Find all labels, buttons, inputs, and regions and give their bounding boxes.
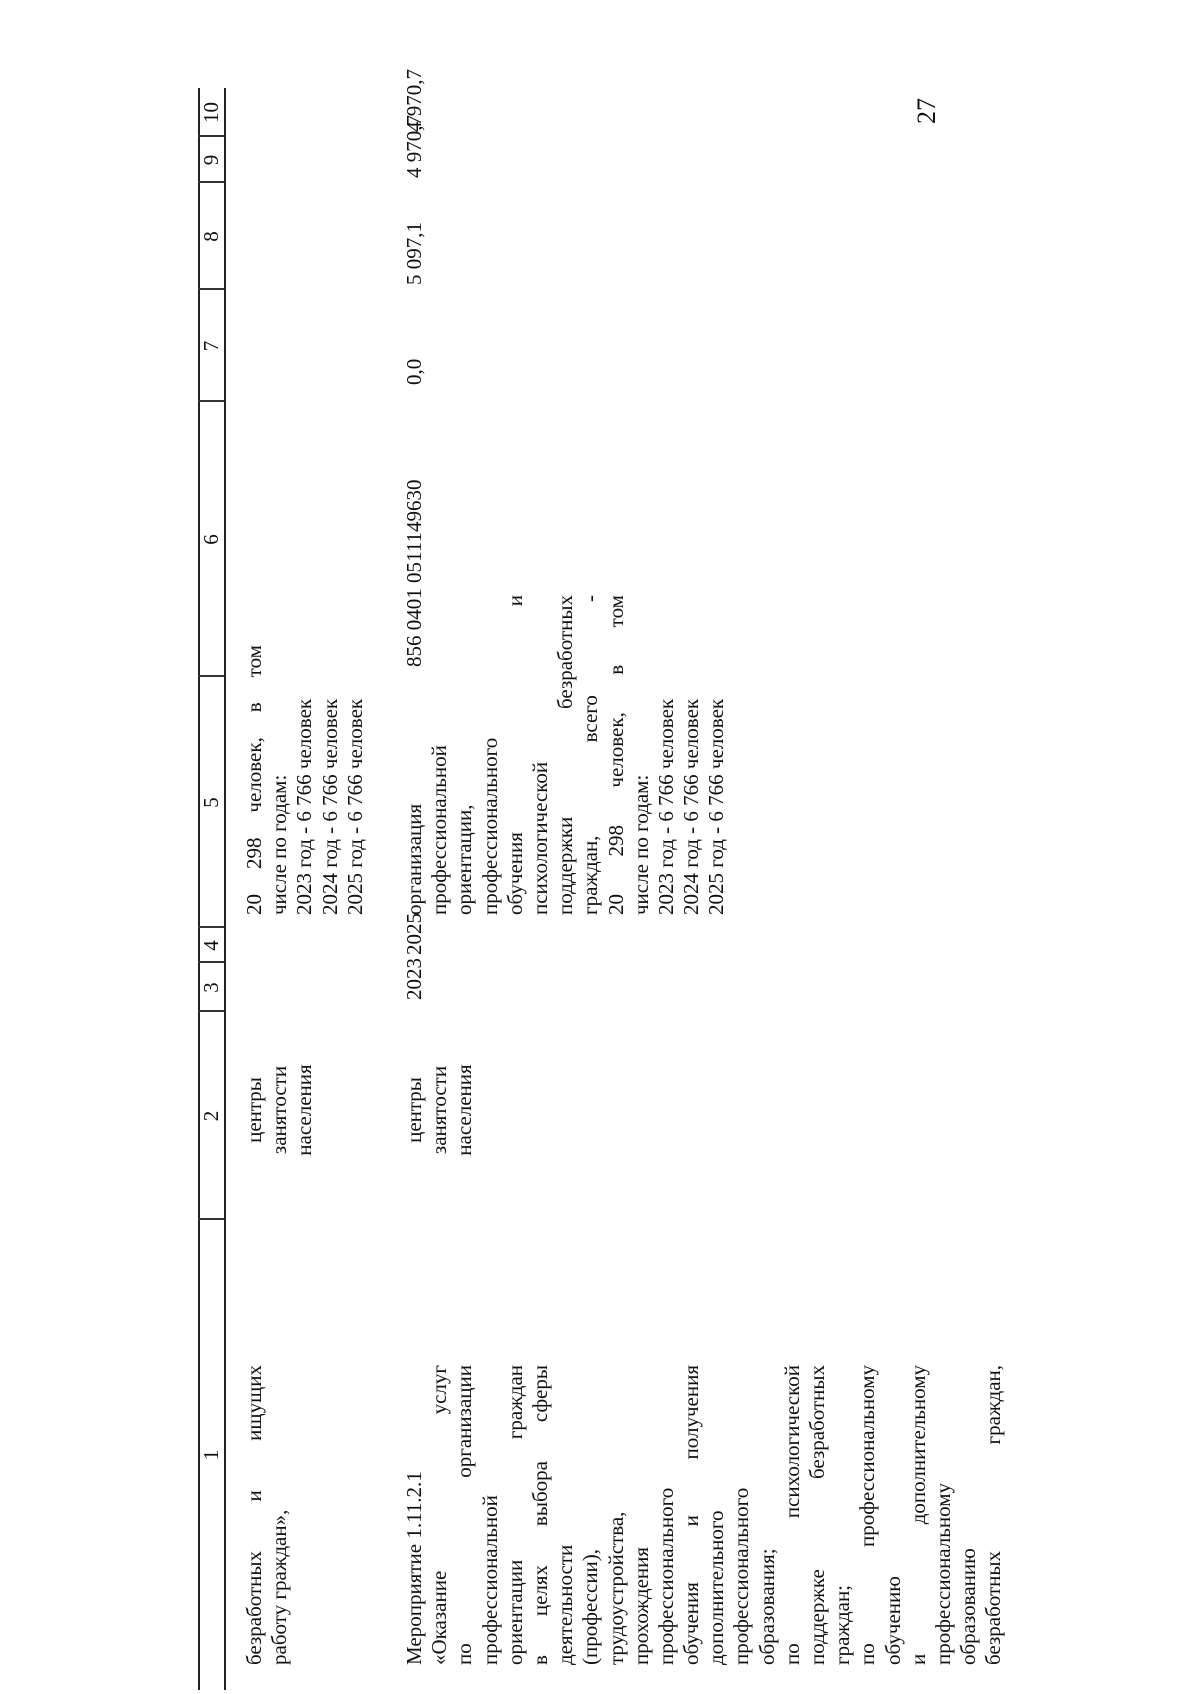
- row2-col10-line: 4 970,7: [402, 69, 426, 132]
- row2-col5-line: психологической: [527, 761, 552, 915]
- row2-col1-line: профессионального: [729, 1487, 754, 1665]
- row2-col2: [402, 1010, 478, 1210]
- row2-col1-line: профессионального: [653, 1487, 678, 1665]
- row2-col1-line: граждан;: [830, 1584, 855, 1665]
- row1-col2-line: населения: [292, 1064, 317, 1156]
- row2-col7: [402, 325, 427, 385]
- header-col-9: 9: [199, 154, 223, 166]
- row2-col1-line: образования;: [754, 1548, 779, 1665]
- row2-col1-line: обучения и получения: [679, 1365, 704, 1665]
- header-col-8: 8: [199, 231, 223, 242]
- col-divider: [198, 962, 224, 964]
- header-col-2: 2: [199, 1110, 223, 1122]
- header-col-1: 1: [199, 1449, 223, 1461]
- col-divider: [198, 289, 224, 291]
- row2-col1-line: в целях выбора сферы: [527, 1365, 552, 1665]
- header-col-4: 4: [199, 940, 223, 951]
- row2-col5-line: поддержки безработных: [553, 595, 578, 915]
- row2-col5-line: профессионального: [477, 737, 502, 915]
- row2-col1-line: дополнительного: [704, 1510, 729, 1665]
- col-divider: [198, 1011, 224, 1013]
- row2-col5-line: граждан, всего -: [578, 595, 603, 915]
- row2-col1-line: деятельности: [553, 1544, 578, 1665]
- row2-col1: [402, 1365, 1007, 1665]
- row2-col1-line: безработных граждан,: [981, 1365, 1006, 1665]
- header-col-7: 7: [199, 340, 223, 352]
- row1-col1-line: безработных и ищущих: [242, 1365, 266, 1665]
- row2-col1-line: образованию: [956, 1548, 981, 1665]
- row2-col1-line: «Оказание услуг: [427, 1365, 452, 1665]
- row2-col5-line: организация: [402, 803, 426, 915]
- row1-col5-line: 2023 год - 6 766 человек: [292, 698, 317, 915]
- row2-col1-line: профессиональному: [930, 1483, 955, 1665]
- row1-col5-line: 2024 год - 6 766 человек: [317, 698, 342, 915]
- row2-col8-line: 5 097,1: [402, 222, 426, 285]
- col-divider: [198, 136, 224, 138]
- row1-col2: [242, 1010, 318, 1210]
- row2-col5-line: числе по годам:: [628, 774, 653, 915]
- row2-col1-line: трудоустройства,: [603, 1511, 628, 1665]
- row2-col1-line: прохождения: [628, 1546, 653, 1665]
- row2-col1-line: (профессии),: [578, 1548, 603, 1665]
- row2-col5-line: 2025 год - 6 766 человек: [704, 698, 729, 915]
- header-col-6: 6: [199, 534, 223, 545]
- row2-col2-line: центры: [402, 1077, 426, 1143]
- row2-col2-line: населения: [452, 1064, 477, 1156]
- row2-col10: [402, 22, 427, 132]
- row1-col5-line: 20 298 человек, в том: [242, 645, 266, 915]
- header-col-3: 3: [199, 982, 223, 993]
- row2-col5-line: 2023 год - 6 766 человек: [653, 698, 678, 915]
- row1-col5-line: числе по годам:: [267, 774, 292, 915]
- row2-col1-line: поддержке безработных: [805, 1365, 829, 1665]
- header-bottom-rule: [224, 88, 226, 1690]
- row2-col9-line: 4 970,7: [402, 115, 426, 178]
- row2-col1-line: по психологической: [779, 1365, 804, 1665]
- row1-col1: [242, 1365, 292, 1665]
- col-divider: [198, 182, 224, 184]
- row2-col2-line: занятости: [427, 1065, 452, 1155]
- row2-col8: [402, 175, 427, 285]
- row1-col5-line: 2025 год - 6 766 человек: [342, 698, 367, 915]
- col-divider: [198, 401, 224, 403]
- row2-col1-line: по профессиональному: [855, 1365, 880, 1665]
- row2-col5-line: профессиональной: [427, 745, 452, 915]
- row1-col5: [242, 645, 368, 915]
- row2-col6: [402, 407, 427, 667]
- row2-col1-line: по организации: [452, 1365, 477, 1665]
- row2-col1-line: Мероприятие 1.11.2.1: [402, 1471, 426, 1665]
- col-divider: [198, 676, 224, 678]
- row2-col5: [402, 595, 729, 915]
- row2-col1-line: обучению: [880, 1576, 905, 1665]
- page-number: 27: [912, 98, 941, 124]
- row2-col1-line: профессиональной: [477, 1495, 502, 1665]
- col-divider: [198, 927, 224, 929]
- row2-col5-line: обучения и: [502, 595, 527, 915]
- row2-col5-line: 20 298 человек, в том: [603, 595, 628, 915]
- row2-col1-line: ориентации граждан: [502, 1365, 527, 1665]
- row2-col3-line: 2023: [402, 958, 426, 1000]
- header-col-10: 10: [199, 102, 223, 123]
- row1-col2-line: центры: [242, 1077, 266, 1143]
- row2-col5-line: ориентации,: [452, 804, 477, 915]
- row2-col6-line: 856 0401 0511149630: [402, 479, 426, 667]
- row2-col1-line: и дополнительному: [905, 1365, 930, 1665]
- row2-col7-line: 0,0: [402, 358, 426, 385]
- row1-col1-line: работу граждан»,: [267, 1509, 292, 1665]
- row2-col5-line: 2024 год - 6 766 человек: [679, 698, 704, 915]
- row1-col2-line: занятости: [267, 1065, 292, 1155]
- header-col-5: 5: [199, 797, 223, 808]
- row2-col4-line: 2025: [402, 913, 426, 955]
- col-divider: [198, 1219, 224, 1221]
